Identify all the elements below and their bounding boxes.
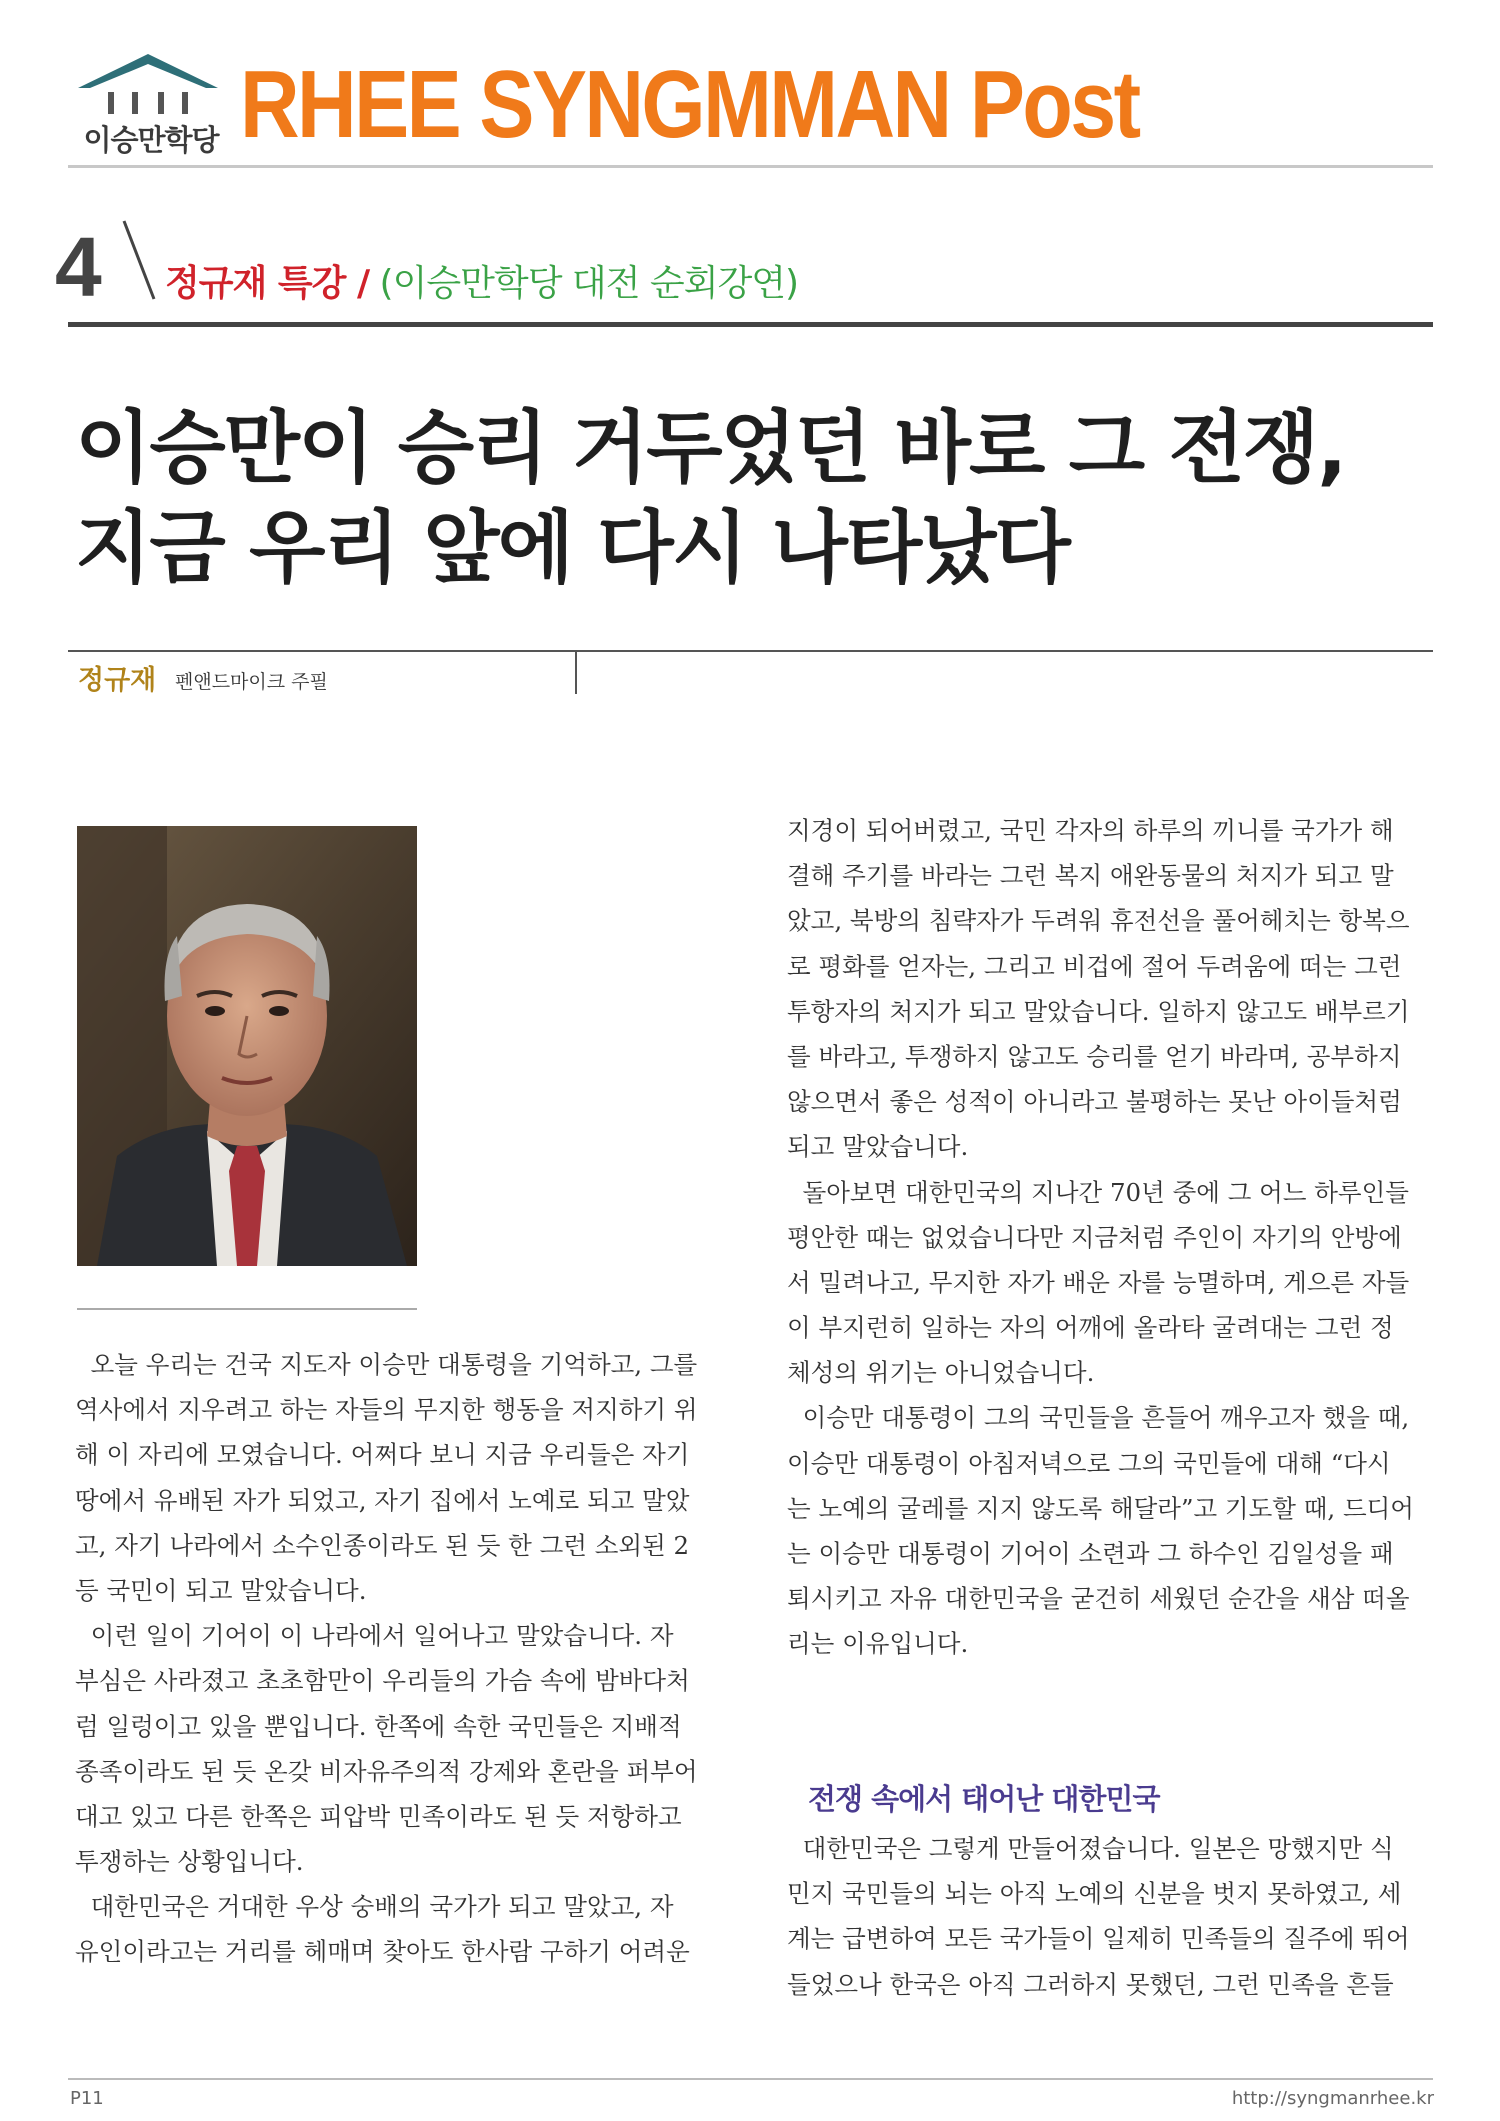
text-line: 민지 국민들의 뇌는 아직 노예의 신분을 벗지 못하였고, 세 (787, 1879, 1402, 1909)
text-line: 리는 이유입니다. (787, 1629, 969, 1659)
section-title-red: 정규재 특강 / (165, 263, 370, 304)
byline-divider (68, 650, 1433, 652)
author-portrait-photo (77, 826, 417, 1266)
page-number: P11 (70, 2088, 104, 2109)
text-line: 대한민국은 거대한 우상 숭배의 국가가 되고 말았고, 자 (75, 1892, 674, 1922)
byline-role: 펜앤드마이크 주필 (175, 671, 328, 693)
byline-name: 정규재 (78, 665, 157, 696)
footer-divider (68, 2078, 1433, 2080)
masthead-divider (68, 165, 1433, 168)
text-line: 로 평화를 얻자는, 그리고 비겁에 절어 두려움에 떠는 그런 (787, 951, 1402, 981)
text-line: 되고 말았습니다. (787, 1132, 969, 1162)
text-line: 평안한 때는 없었습니다만 지금처럼 주인이 자기의 안방에 (787, 1222, 1402, 1252)
masthead-title: RHEE SYNGMMAN Post (240, 51, 1139, 158)
subheading: 전쟁 속에서 태어난 대한민국 (808, 1782, 1160, 1816)
text-line: 대한민국은 그렇게 만들어졌습니다. 일본은 망했지만 식 (787, 1834, 1394, 1863)
text-line: 돌아보면 대한민국의 지나간 70년 중에 그 어느 하루인들 (787, 1177, 1409, 1207)
text-line: 역사에서 지우려고 하는 자들의 무지한 행동을 저지하기 위 (75, 1395, 698, 1425)
logo-text: 이승만학당 (83, 123, 219, 157)
text-line: 지경이 되어버렸고, 국민 각자의 하루의 끼니를 국가가 해 (787, 816, 1394, 845)
text-line: 는 노예의 굴레를 지지 않도록 해달라”고 기도할 때, 드디어 (787, 1493, 1414, 1523)
text-line: 유인이라고는 거리를 헤매며 찾아도 한사람 구하기 어려운 (75, 1937, 690, 1967)
text-line: 부심은 사라졌고 초초함만이 우리들의 가슴 속에 밤바다처 (75, 1666, 690, 1696)
text-line: 투항자의 처지가 되고 말았습니다. 일하지 않고도 배부르기 (787, 996, 1410, 1026)
text-line: 이승만 대통령이 아침저녁으로 그의 국민들에 대해 “다시 (787, 1448, 1391, 1478)
text-line: 투쟁하는 상황입니다. (75, 1847, 304, 1877)
text-line: 서 밀려나고, 무지한 자가 배운 자를 능멸하며, 게으른 자들 (787, 1267, 1410, 1297)
text-line: 퇴시키고 자유 대한민국을 굳건히 세웠던 순간을 새삼 떠올 (787, 1584, 1410, 1614)
text-line: 결해 주기를 바라는 그런 복지 애완동물의 처지가 되고 말 (787, 861, 1394, 891)
headline (75, 398, 1435, 598)
section-title (165, 255, 798, 306)
section-slash-icon (118, 215, 158, 305)
text-line: 땅에서 유배된 자가 되었고, 자기 집에서 노예로 되고 말았 (75, 1485, 690, 1515)
section-title-green: (이승만학당 대전 순회강연) (369, 263, 799, 304)
body-right-column (787, 808, 1437, 1667)
photo-divider (77, 1308, 417, 1310)
byline-vertical-divider (575, 652, 577, 694)
text-line: 들었으나 한국은 아직 그러하지 못했던, 그런 민족을 흔들 (787, 1969, 1394, 1999)
text-line: 를 바라고, 투쟁하지 않고도 승리를 얻기 바라며, 공부하지 (787, 1041, 1402, 1071)
text-line: 해 이 자리에 모였습니다. 어쩌다 보니 지금 우리들은 자기 (75, 1440, 690, 1470)
headline-line-2: 지금 우리 앞에 다시 나타났다 (75, 502, 1069, 594)
section-divider (68, 322, 1433, 327)
section-number: 4 (55, 220, 102, 314)
text-line: 종족이라도 된 듯 온갖 비자유주의적 강제와 혼란을 퍼부어 (75, 1756, 698, 1786)
body-left-column (75, 1342, 730, 1975)
text-line: 오늘 우리는 건국 지도자 이승만 대통령을 기억하고, 그를 (75, 1350, 698, 1379)
text-line: 등 국민이 되고 말았습니다. (75, 1575, 367, 1605)
footer-url[interactable]: http://syngmanrhee.kr (1231, 2088, 1434, 2109)
text-line: 대고 있고 다른 한쪽은 피압박 민족이라도 된 듯 저항하고 (75, 1801, 682, 1831)
text-line: 않으면서 좋은 성적이 아니라고 불평하는 못난 아이들처럼 (787, 1087, 1402, 1117)
text-line: 체성의 위기는 아니었습니다. (787, 1358, 1095, 1388)
text-line: 계는 급변하여 모든 국가들이 일제히 민족들의 질주에 뛰어 (787, 1924, 1410, 1954)
text-line: 고, 자기 나라에서 소수인종이라도 된 듯 한 그런 소외된 2 (75, 1530, 690, 1560)
headline-line-1: 이승만이 승리 거두었던 바로 그 전쟁, (75, 402, 1346, 494)
text-line: 이 부지런히 일하는 자의 어깨에 올라타 굴려대는 그런 정 (787, 1313, 1394, 1343)
text-line: 럼 일렁이고 있을 뿐입니다. 한쪽에 속한 국민들은 지배적 (75, 1711, 682, 1741)
body-right-column-continued (787, 1826, 1437, 2007)
text-line: 았고, 북방의 침략자가 두려워 휴전선을 풀어헤치는 항복으 (787, 906, 1410, 936)
text-line: 이승만 대통령이 그의 국민들을 흔들어 깨우고자 했을 때, (787, 1403, 1410, 1433)
text-line: 는 이승만 대통령이 기어이 소련과 그 하수인 김일성을 패 (787, 1539, 1394, 1568)
text-line: 이런 일이 기어이 이 나라에서 일어나고 말았습니다. 자 (75, 1621, 674, 1651)
